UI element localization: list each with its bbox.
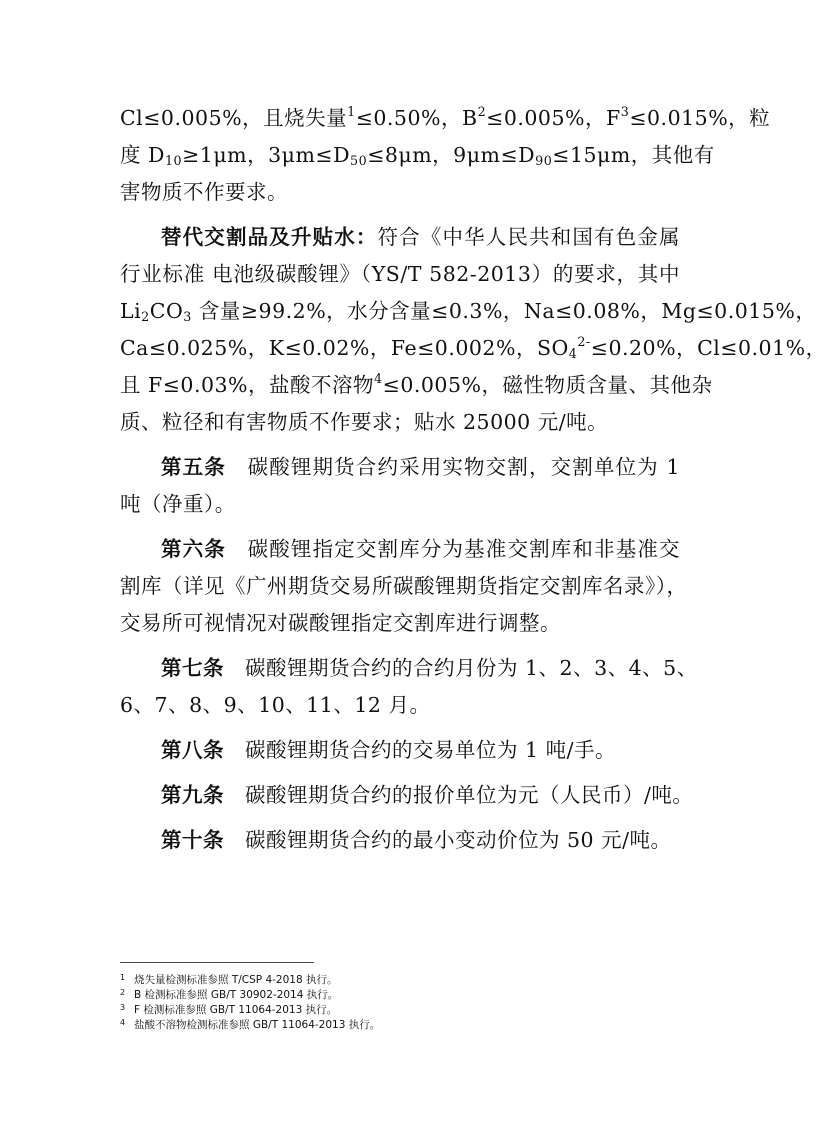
article-10-title: 第十条: [161, 828, 224, 852]
footnote-2: 2 B 检测标准参照 GB/T 30902-2014 执行。: [120, 988, 339, 1001]
article-9-title: 第九条: [161, 783, 224, 807]
footnotes: [120, 970, 680, 1030]
substitute-line-2: 行业标准 电池级碳酸锂》（YS/T 582-2013）的要求，其中: [120, 262, 680, 286]
footnote-ref-2: 2: [477, 104, 487, 120]
footnote-4: 4 盐酸不溶物检测标准参照 GB/T 11064-2013 执行。: [120, 1018, 381, 1031]
substitute-title: 替代交割品及升贴水：: [161, 225, 378, 249]
substitute-line-4: Ca≤0.025%，K≤0.02%，Fe≤0.002%，$SO_4^{2-}\le 0.20\%$，Cl≤0.01%，: [120, 334, 827, 362]
article-7-line-1: 第七条 碳酸锂期货合约的合约月份为 1、2、3、4、5、: [161, 656, 698, 680]
article-6-title: 第六条: [161, 537, 226, 561]
article-7-line-2: 6、7、8、9、10、11、12 月。: [120, 693, 431, 717]
footnote-1: 1 烧失量检测标准参照 T/CSP 4-2018 执行。: [120, 973, 338, 986]
article-5-line-2: 吨（净重）。: [120, 492, 236, 516]
body-text: [120, 100, 827, 859]
article-9-line-1: 第九条 碳酸锂期货合约的报价单位为元（人民币）/吨。: [161, 783, 694, 807]
substitute-line-6: 质、粒径和有害物质不作要求；贴水 25000 元/吨。: [120, 410, 609, 434]
quality-spec-line-2: 度 $D_{10}\ge 1\mu m$，$3\mu m\le D_{50}\le 8\mu m$，$9\mu m\le D_{90}\le 15\mu m$，其他有: [120, 143, 715, 169]
article-7-title: 第七条: [161, 656, 224, 680]
article-6-line-1: 第六条 碳酸锂指定交割库分为基准交割库和非基准交: [161, 537, 681, 561]
footnote-ref-3: 3: [620, 104, 630, 120]
footnote-ref-4: 4: [374, 371, 383, 387]
quality-spec-line-1: Cl≤0.005%，且烧失量$^1$≤0.50%，$B^2\le 0.005\%$，$F^3\le 0.015\%$，粒: [120, 104, 771, 130]
article-8-line-1: 第八条 碳酸锂期货合约的交易单位为 1 吨/手。: [161, 738, 616, 762]
footnote-3: 3 F 检测标准参照 GB/T 11064-2013 执行。: [120, 1003, 338, 1016]
article-6-line-3: 交易所可视情况对碳酸锂指定交割库进行调整。: [120, 611, 561, 635]
substitute-line-5: 且 F≤0.03%，盐酸不溶物$^4$≤0.005%，磁性物质含量、其他杂: [120, 371, 713, 397]
substitute-line-3: $Li_2CO_3$ 含量≥99.2%，水分含量≤0.3%，Na≤0.08%，Mg≤0.015%，: [120, 299, 817, 325]
article-5-line-1: 第五条 碳酸锂期货合约采用实物交割，交割单位为 1: [161, 455, 681, 479]
article-8-title: 第八条: [161, 738, 224, 762]
substitute-line-1: 替代交割品及升贴水：符合《中华人民共和国有色金属: [161, 225, 681, 249]
quality-spec-line-3: 害物质不作要求。: [120, 180, 288, 204]
footnote-separator: [120, 962, 314, 963]
article-6-line-2: 割库（详见《广州期货交易所碳酸锂期货指定交割库名录》），: [120, 574, 688, 598]
article-10-line-1: 第十条 碳酸锂期货合约的最小变动价位为 50 元/吨。: [161, 828, 672, 852]
footnote-ref-1: 1: [347, 104, 356, 120]
article-5-title: 第五条: [161, 455, 226, 479]
